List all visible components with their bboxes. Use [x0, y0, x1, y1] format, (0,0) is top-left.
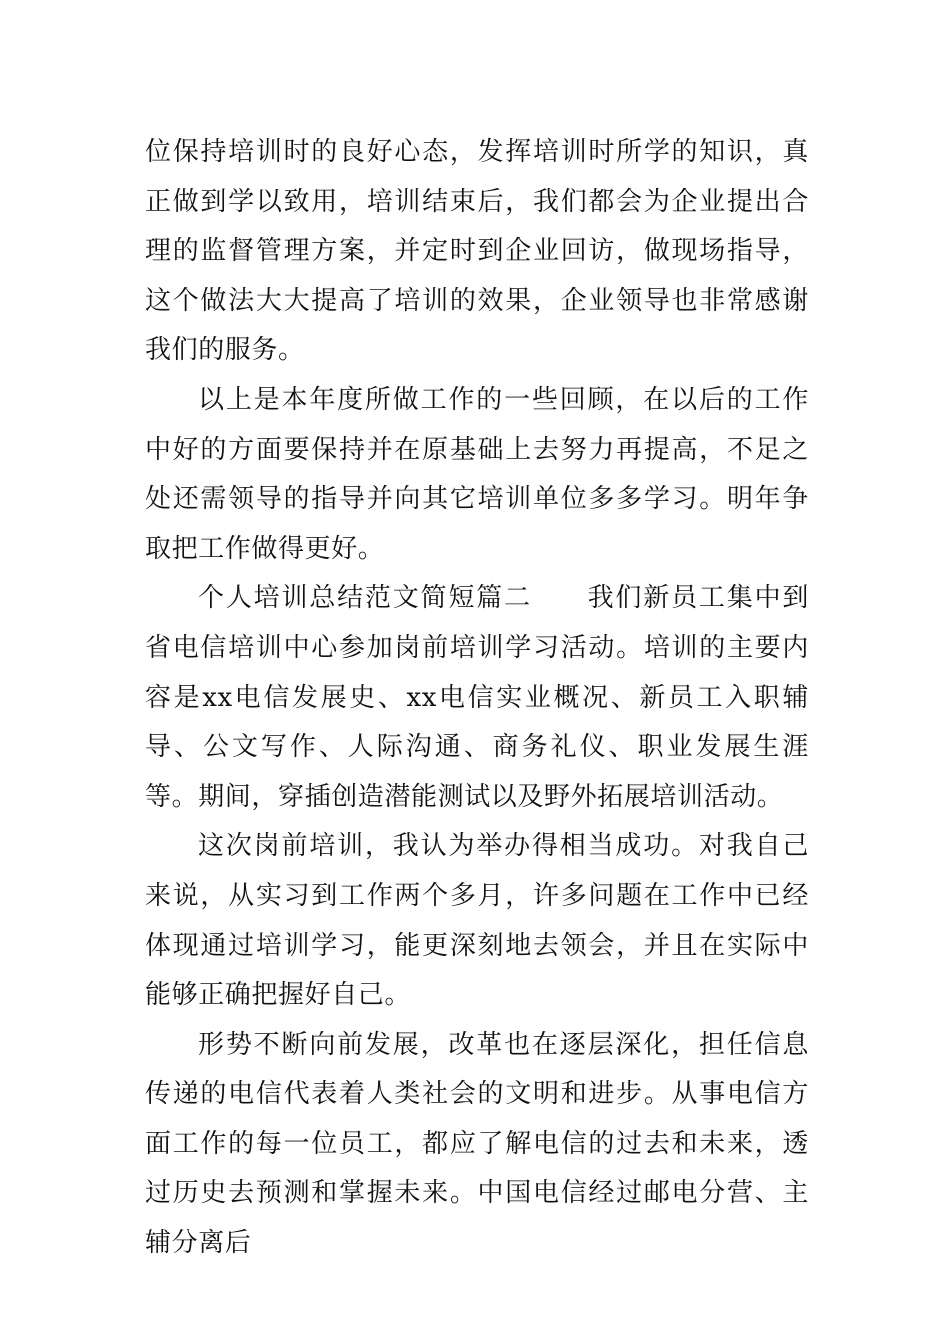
paragraph-review: 以上是本年度所做工作的一些回顾，在以后的工作中好的方面要保持并在原基础上去努力再提高，不足之处还需领导的指导并向其它培训单位多多学习。明年争取把工作做得更好。	[145, 384, 809, 564]
paragraph-training-success: 这次岗前培训，我认为举办得相当成功。对我自己来说，从实习到工作两个多月，许多问题在工作中已经体现通过培训学习，能更深刻地去领会，并且在实际中能够正确把握好自己。	[145, 831, 809, 1011]
document-body	[145, 128, 809, 1269]
paragraph-section-two: 个人培训总结范文简短篇二 我们新员工集中到省电信培训中心参加岗前培训学习活动。培训的主要内容是xx电信发展史、xx电信实业概况、新员工入职辅导、公文写作、人际沟通、商务礼仪、职业发展生涯等。期间，穿插创造潜能测试以及野外拓展培训活动。	[145, 583, 809, 812]
paragraph-continued: 位保持培训时的良好心态，发挥培训时所学的知识，真正做到学以致用，培训结束后，我们都会为企业提出合理的监督管理方案，并定时到企业回访，做现场指导，这个做法大大提高了培训的效果，企业领导也非常感谢我们的服务。	[145, 137, 809, 366]
paragraph-telecom-development: 形势不断向前发展，改革也在逐层深化，担任信息传递的电信代表着人类社会的文明和进步。从事电信方面工作的每一位员工，都应了解电信的过去和未来，透过历史去预测和掌握未来。中国电信经过邮电分营、主辅分离后	[145, 1029, 809, 1259]
